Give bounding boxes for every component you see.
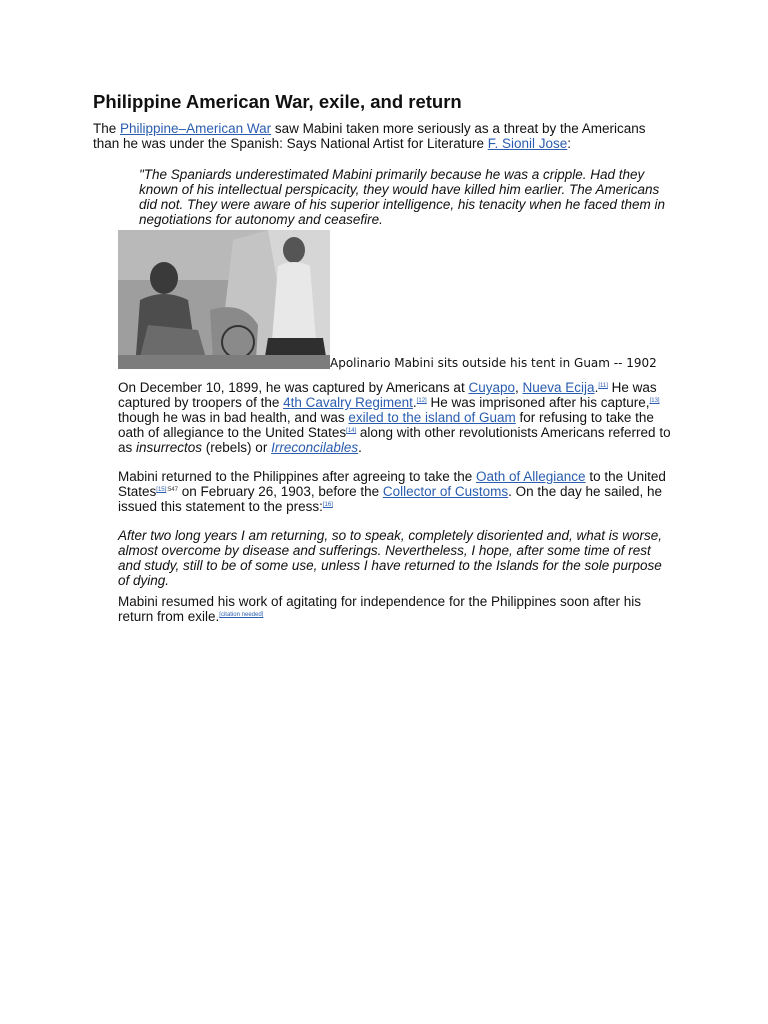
p1-text: for refusing to take the oath of allegiance to the United States bbox=[118, 410, 654, 440]
link-nueva-ecija[interactable]: Nueva Ecija bbox=[522, 380, 595, 395]
p1-text: He was imprisoned after his capture, bbox=[426, 395, 650, 410]
intro-text: saw Mabini taken more seriously as a threat by the Americans than he was under the Spanish: Says National Artist for Literature bbox=[93, 121, 646, 151]
return-paragraph bbox=[118, 469, 678, 514]
blockquote-mabini: After two long years I am returning, so to speak, completely disoriented and, what is worse, almost overcome by disease and sufferings. Nevertheless, I hope, after some time of rest and study, still to be of some use, unless I have returned to the Islands for the sole purpose of dying. bbox=[118, 528, 663, 588]
ref-11[interactable]: [11] bbox=[598, 383, 608, 389]
article-section bbox=[93, 90, 683, 624]
p1-text: . bbox=[594, 380, 599, 395]
p2-text: Mabini returned to the Philippines after agreeing to take the bbox=[118, 469, 476, 484]
intro-text: The bbox=[93, 121, 121, 136]
link-philippine-american-war[interactable]: Philippine–American War bbox=[120, 121, 272, 136]
p1-text: , bbox=[515, 380, 523, 395]
p1-text: along with other revolutionists Americans referred to as bbox=[118, 425, 671, 455]
link-irreconcilables[interactable]: Irreconcilables bbox=[271, 440, 359, 455]
intro-text: : bbox=[567, 136, 572, 151]
p1-text: On December 10, 1899, he was captured by Americans at bbox=[118, 380, 469, 395]
capture-paragraph bbox=[118, 380, 678, 455]
figure-caption: Apolinario Mabini sits outside his tent in Guam -- 1902 bbox=[330, 356, 657, 370]
p1-text: (rebels) or bbox=[202, 440, 272, 455]
section-heading: Philippine American War, exile, and return bbox=[93, 91, 462, 112]
figure-mabini-guam bbox=[118, 229, 683, 369]
p1-text: He was captured by troopers of the bbox=[118, 380, 657, 410]
ref-13[interactable]: [13] bbox=[649, 398, 660, 404]
p2-text: to the United States bbox=[118, 469, 666, 499]
link-f-sionil-jose[interactable]: F. Sionil Jose bbox=[487, 136, 568, 151]
ref-16[interactable]: [16] bbox=[322, 502, 333, 508]
p1-text: . bbox=[358, 440, 362, 455]
spacer bbox=[93, 455, 683, 469]
ref-page: :547 bbox=[166, 487, 178, 493]
p2-text: on February 26, 1903, before the bbox=[177, 484, 383, 499]
ref-15[interactable]: [15] bbox=[156, 487, 167, 493]
link-cuyapo[interactable]: Cuyapo bbox=[468, 380, 515, 395]
link-oath-of-allegiance[interactable]: Oath of Allegiance bbox=[475, 469, 586, 484]
intro-paragraph bbox=[93, 121, 663, 151]
link-4th-cavalry-regiment[interactable]: 4th Cavalry Regiment bbox=[283, 395, 413, 410]
ref-14[interactable]: [14] bbox=[346, 428, 357, 434]
link-exiled-guam[interactable]: exiled to the island of Guam bbox=[348, 410, 516, 425]
p2-text: . On the day he sailed, he issued this statement to the press: bbox=[118, 484, 663, 514]
closing-paragraph bbox=[118, 594, 658, 624]
citation-needed-link[interactable]: [citation needed] bbox=[219, 612, 264, 618]
closing-text: Mabini resumed his work of agitating for independence for the Philippines soon after his return from exile. bbox=[118, 594, 642, 624]
term-insurrectos: insurrectos bbox=[136, 440, 203, 455]
photo-illustration bbox=[118, 230, 330, 369]
blockquote-jose: "The Spaniards underestimated Mabini primarily because he was a cripple. Had they known of his intellectual perspicacity, they would have killed him earlier. The Americans did not. They were aware of his superior intelligence, his tenacity when he faced them in negotiations for autonomy and ceasefire. bbox=[139, 167, 666, 227]
link-collector-of-customs[interactable]: Collector of Customs bbox=[382, 484, 509, 499]
ref-12[interactable]: [12] bbox=[416, 398, 427, 404]
p1-text: though he was in bad health, and was bbox=[118, 410, 349, 425]
mabini-photo bbox=[118, 230, 330, 369]
p1-text: . bbox=[412, 395, 417, 410]
